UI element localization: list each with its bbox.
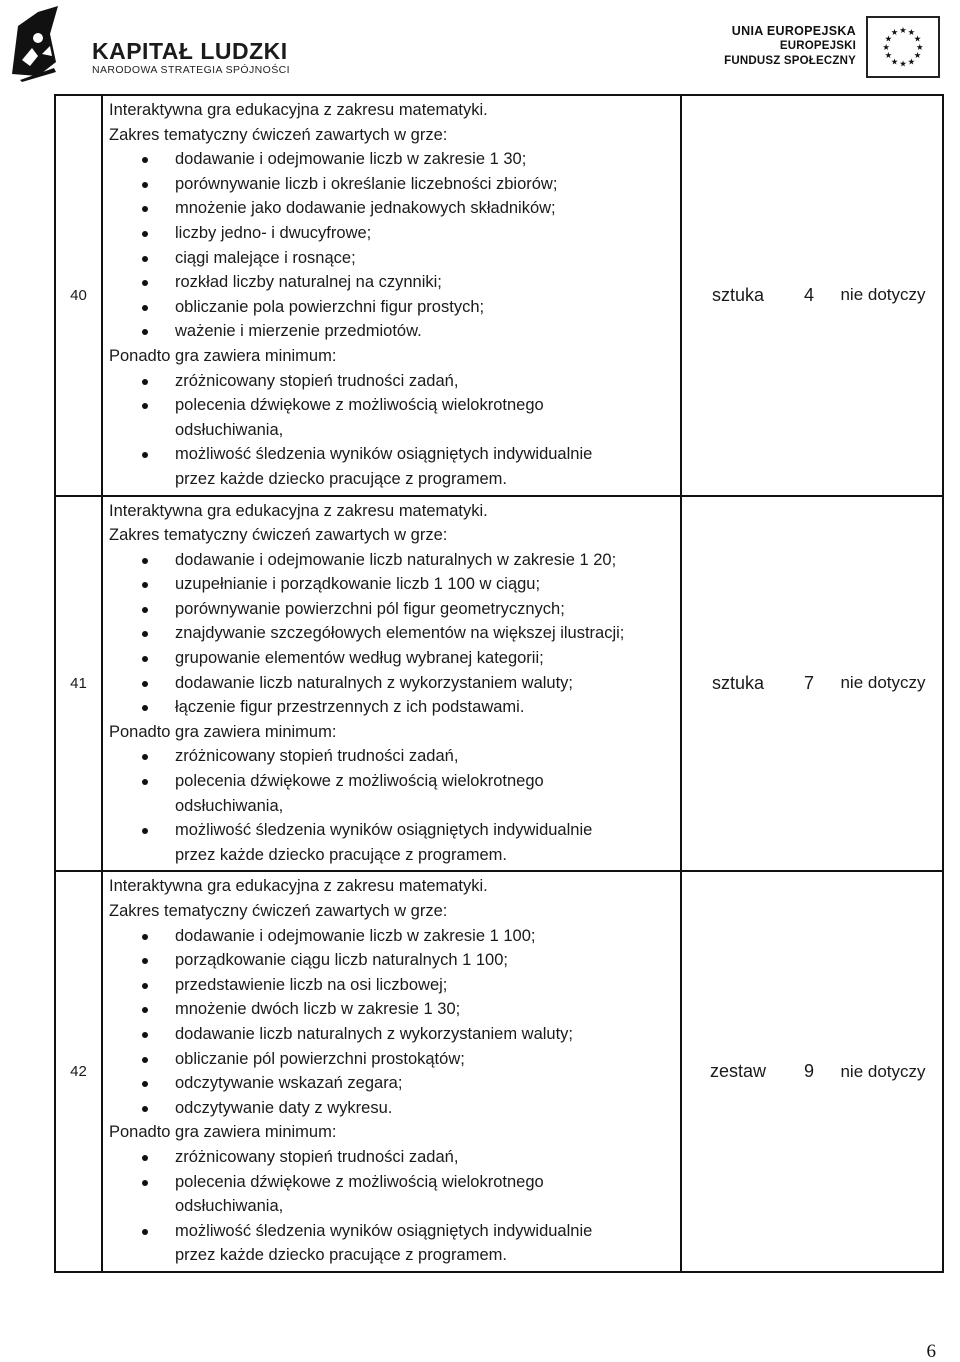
- scope-item: rozkład liczby naturalnej na czynniki;: [109, 270, 680, 295]
- eu-fund-label: [724, 24, 856, 69]
- kapital-ludzki-logo: [8, 4, 308, 84]
- scope-item: obliczanie pola powierzchni figur prostych;: [109, 295, 680, 320]
- minimum-item: polecenia dźwiękowe z możliwością wielokrotnego: [109, 769, 680, 794]
- svg-text:★: ★: [884, 50, 893, 61]
- minimum-label: Ponadto gra zawiera minimum:: [109, 722, 337, 741]
- minimum-item: zróżnicowany stopień trudności zadań,: [109, 1145, 680, 1170]
- item-number: 40: [55, 95, 102, 496]
- page-header: [0, 0, 960, 92]
- item-unit: sztuka: [711, 672, 765, 693]
- logo-subtitle: NARODOWA STRATEGIA SPÓJNOŚCI: [92, 64, 290, 76]
- scope-item: ciągi malejące i rosnące;: [109, 246, 680, 271]
- scope-item: porównywanie liczb i określanie liczebności zbiorów;: [109, 172, 680, 197]
- minimum-item-continuation: przez każde dziecko pracujące z programem.: [175, 845, 507, 864]
- item-note: nie dotyczy: [840, 673, 926, 693]
- minimum-item: możliwość śledzenia wyników osiągniętych indywidualnie: [109, 442, 680, 467]
- scope-item: łączenie figur przestrzennych z ich podstawami.: [109, 695, 680, 720]
- svg-text:★: ★: [899, 58, 907, 69]
- minimum-item: zróżnicowany stopień trudności zadań,: [109, 369, 680, 394]
- eu-flag-icon: [866, 16, 940, 78]
- scope-item: dodawanie liczb naturalnych z wykorzystaniem waluty;: [109, 671, 680, 696]
- minimum-list: [109, 1219, 680, 1244]
- svg-text:★: ★: [913, 33, 922, 44]
- item-description: [102, 496, 681, 872]
- minimum-item-continuation: odsłuchiwania,: [175, 796, 284, 815]
- minimum-item-continuation: przez każde dziecko pracujące z programem.: [175, 469, 507, 488]
- eu-line-1: UNIA EUROPEJSKA: [731, 24, 856, 38]
- svg-text:★: ★: [882, 41, 890, 52]
- item-number: 42: [55, 871, 102, 1272]
- scope-list: [109, 548, 680, 720]
- minimum-item: zróżnicowany stopień trudności zadań,: [109, 744, 680, 769]
- minimum-item-continuation: odsłuchiwania,: [175, 420, 284, 439]
- scope-item: znajdywanie szczegółowych elementów na większej ilustracji;: [109, 621, 680, 646]
- minimum-list: [109, 1145, 680, 1194]
- item-intro: Interaktywna gra edukacyjna z zakresu matematyki.: [109, 101, 488, 119]
- item-quantity: 9: [803, 1061, 814, 1082]
- scope-item: dodawanie i odejmowanie liczb w zakresie 1 30;: [109, 147, 680, 172]
- minimum-item: polecenia dźwiękowe z możliwością wielokrotnego: [109, 1170, 680, 1195]
- scope-label: Zakres tematyczny ćwiczeń zawartych w grze:: [109, 526, 448, 545]
- scope-item: ważenie i mierzenie przedmiotów.: [109, 319, 680, 344]
- svg-text:★: ★: [884, 33, 893, 44]
- item-description: [102, 95, 681, 496]
- svg-text:★: ★: [899, 24, 907, 35]
- minimum-label: Ponadto gra zawiera minimum:: [109, 346, 337, 365]
- scope-label: Zakres tematyczny ćwiczeń zawartych w grze:: [109, 902, 448, 920]
- scope-item: odczytywanie wskazań zegara;: [109, 1071, 680, 1096]
- scope-item: porównywanie powierzchni pól figur geometrycznych;: [109, 597, 680, 622]
- eu-line-3: FUNDUSZ SPOŁECZNY: [724, 55, 856, 67]
- scope-item: obliczanie pól powierzchni prostokątów;: [109, 1047, 680, 1072]
- table-row: [55, 871, 943, 1272]
- minimum-item-continuation: przez każde dziecko pracujące z programem.: [175, 1246, 507, 1265]
- svg-text:★: ★: [913, 50, 922, 61]
- scope-label: Zakres tematyczny ćwiczeń zawartych w grze:: [109, 125, 448, 144]
- minimum-list: [109, 818, 680, 843]
- minimum-list: [109, 442, 680, 467]
- minimum-item: polecenia dźwiękowe z możliwością wielokrotnego: [109, 393, 680, 418]
- scope-item: uzupełnianie i porządkowanie liczb 1 100 w ciągu;: [109, 572, 680, 597]
- item-quantity: 4: [803, 284, 814, 305]
- scope-item: odczytywanie daty z wykresu.: [109, 1096, 680, 1121]
- item-number: 41: [55, 496, 102, 872]
- item-unit: zestaw: [709, 1061, 767, 1082]
- svg-text:★: ★: [890, 27, 899, 38]
- svg-text:★: ★: [907, 27, 916, 38]
- table-row: [55, 95, 943, 496]
- scope-list: [109, 147, 680, 344]
- scope-item: dodawanie i odejmowanie liczb w zakresie 1 100;: [109, 924, 680, 949]
- eu-line-2: EUROPEJSKI: [779, 40, 856, 52]
- item-quantity: 7: [803, 672, 814, 693]
- scope-item: przedstawienie liczb na osi liczbowej;: [109, 973, 680, 998]
- minimum-item: możliwość śledzenia wyników osiągniętych indywidualnie: [109, 1219, 680, 1244]
- item-intro: Interaktywna gra edukacyjna z zakresu matematyki.: [109, 501, 488, 520]
- minimum-item: możliwość śledzenia wyników osiągniętych indywidualnie: [109, 818, 680, 843]
- scope-item: mnożenie dwóch liczb w zakresie 1 30;: [109, 997, 680, 1022]
- scope-item: porządkowanie ciągu liczb naturalnych 1 100;: [109, 948, 680, 973]
- logo-title: KAPITAŁ LUDZKI: [92, 38, 288, 64]
- minimum-label: Ponadto gra zawiera minimum:: [109, 1123, 337, 1142]
- item-unit: sztuka: [711, 284, 765, 305]
- item-quantity-cell: [681, 496, 943, 872]
- kapital-ludzki-mark-icon: [8, 4, 62, 82]
- item-description: [102, 871, 681, 1272]
- svg-text:★: ★: [907, 56, 916, 67]
- scope-item: dodawanie liczb naturalnych z wykorzystaniem waluty;: [109, 1022, 680, 1047]
- svg-text:★: ★: [890, 56, 899, 67]
- item-quantity-cell: [681, 95, 943, 496]
- items-table: [54, 94, 944, 1273]
- scope-item: grupowanie elementów według wybranej kategorii;: [109, 646, 680, 671]
- minimum-list: [109, 744, 680, 793]
- svg-text:★: ★: [916, 41, 924, 52]
- item-note: nie dotyczy: [840, 285, 926, 305]
- item-intro: Interaktywna gra edukacyjna z zakresu matematyki.: [109, 877, 488, 896]
- scope-list: [109, 924, 680, 1121]
- table-row: [55, 496, 943, 872]
- scope-item: mnożenie jako dodawanie jednakowych składników;: [109, 196, 680, 221]
- minimum-item-continuation: odsłuchiwania,: [175, 1197, 284, 1216]
- page-number: 6: [926, 1341, 936, 1362]
- minimum-list: [109, 369, 680, 418]
- item-note: nie dotyczy: [840, 1061, 926, 1081]
- scope-item: dodawanie i odejmowanie liczb naturalnych w zakresie 1 20;: [109, 548, 680, 573]
- item-quantity-cell: [681, 871, 943, 1272]
- scope-item: liczby jedno- i dwucyfrowe;: [109, 221, 680, 246]
